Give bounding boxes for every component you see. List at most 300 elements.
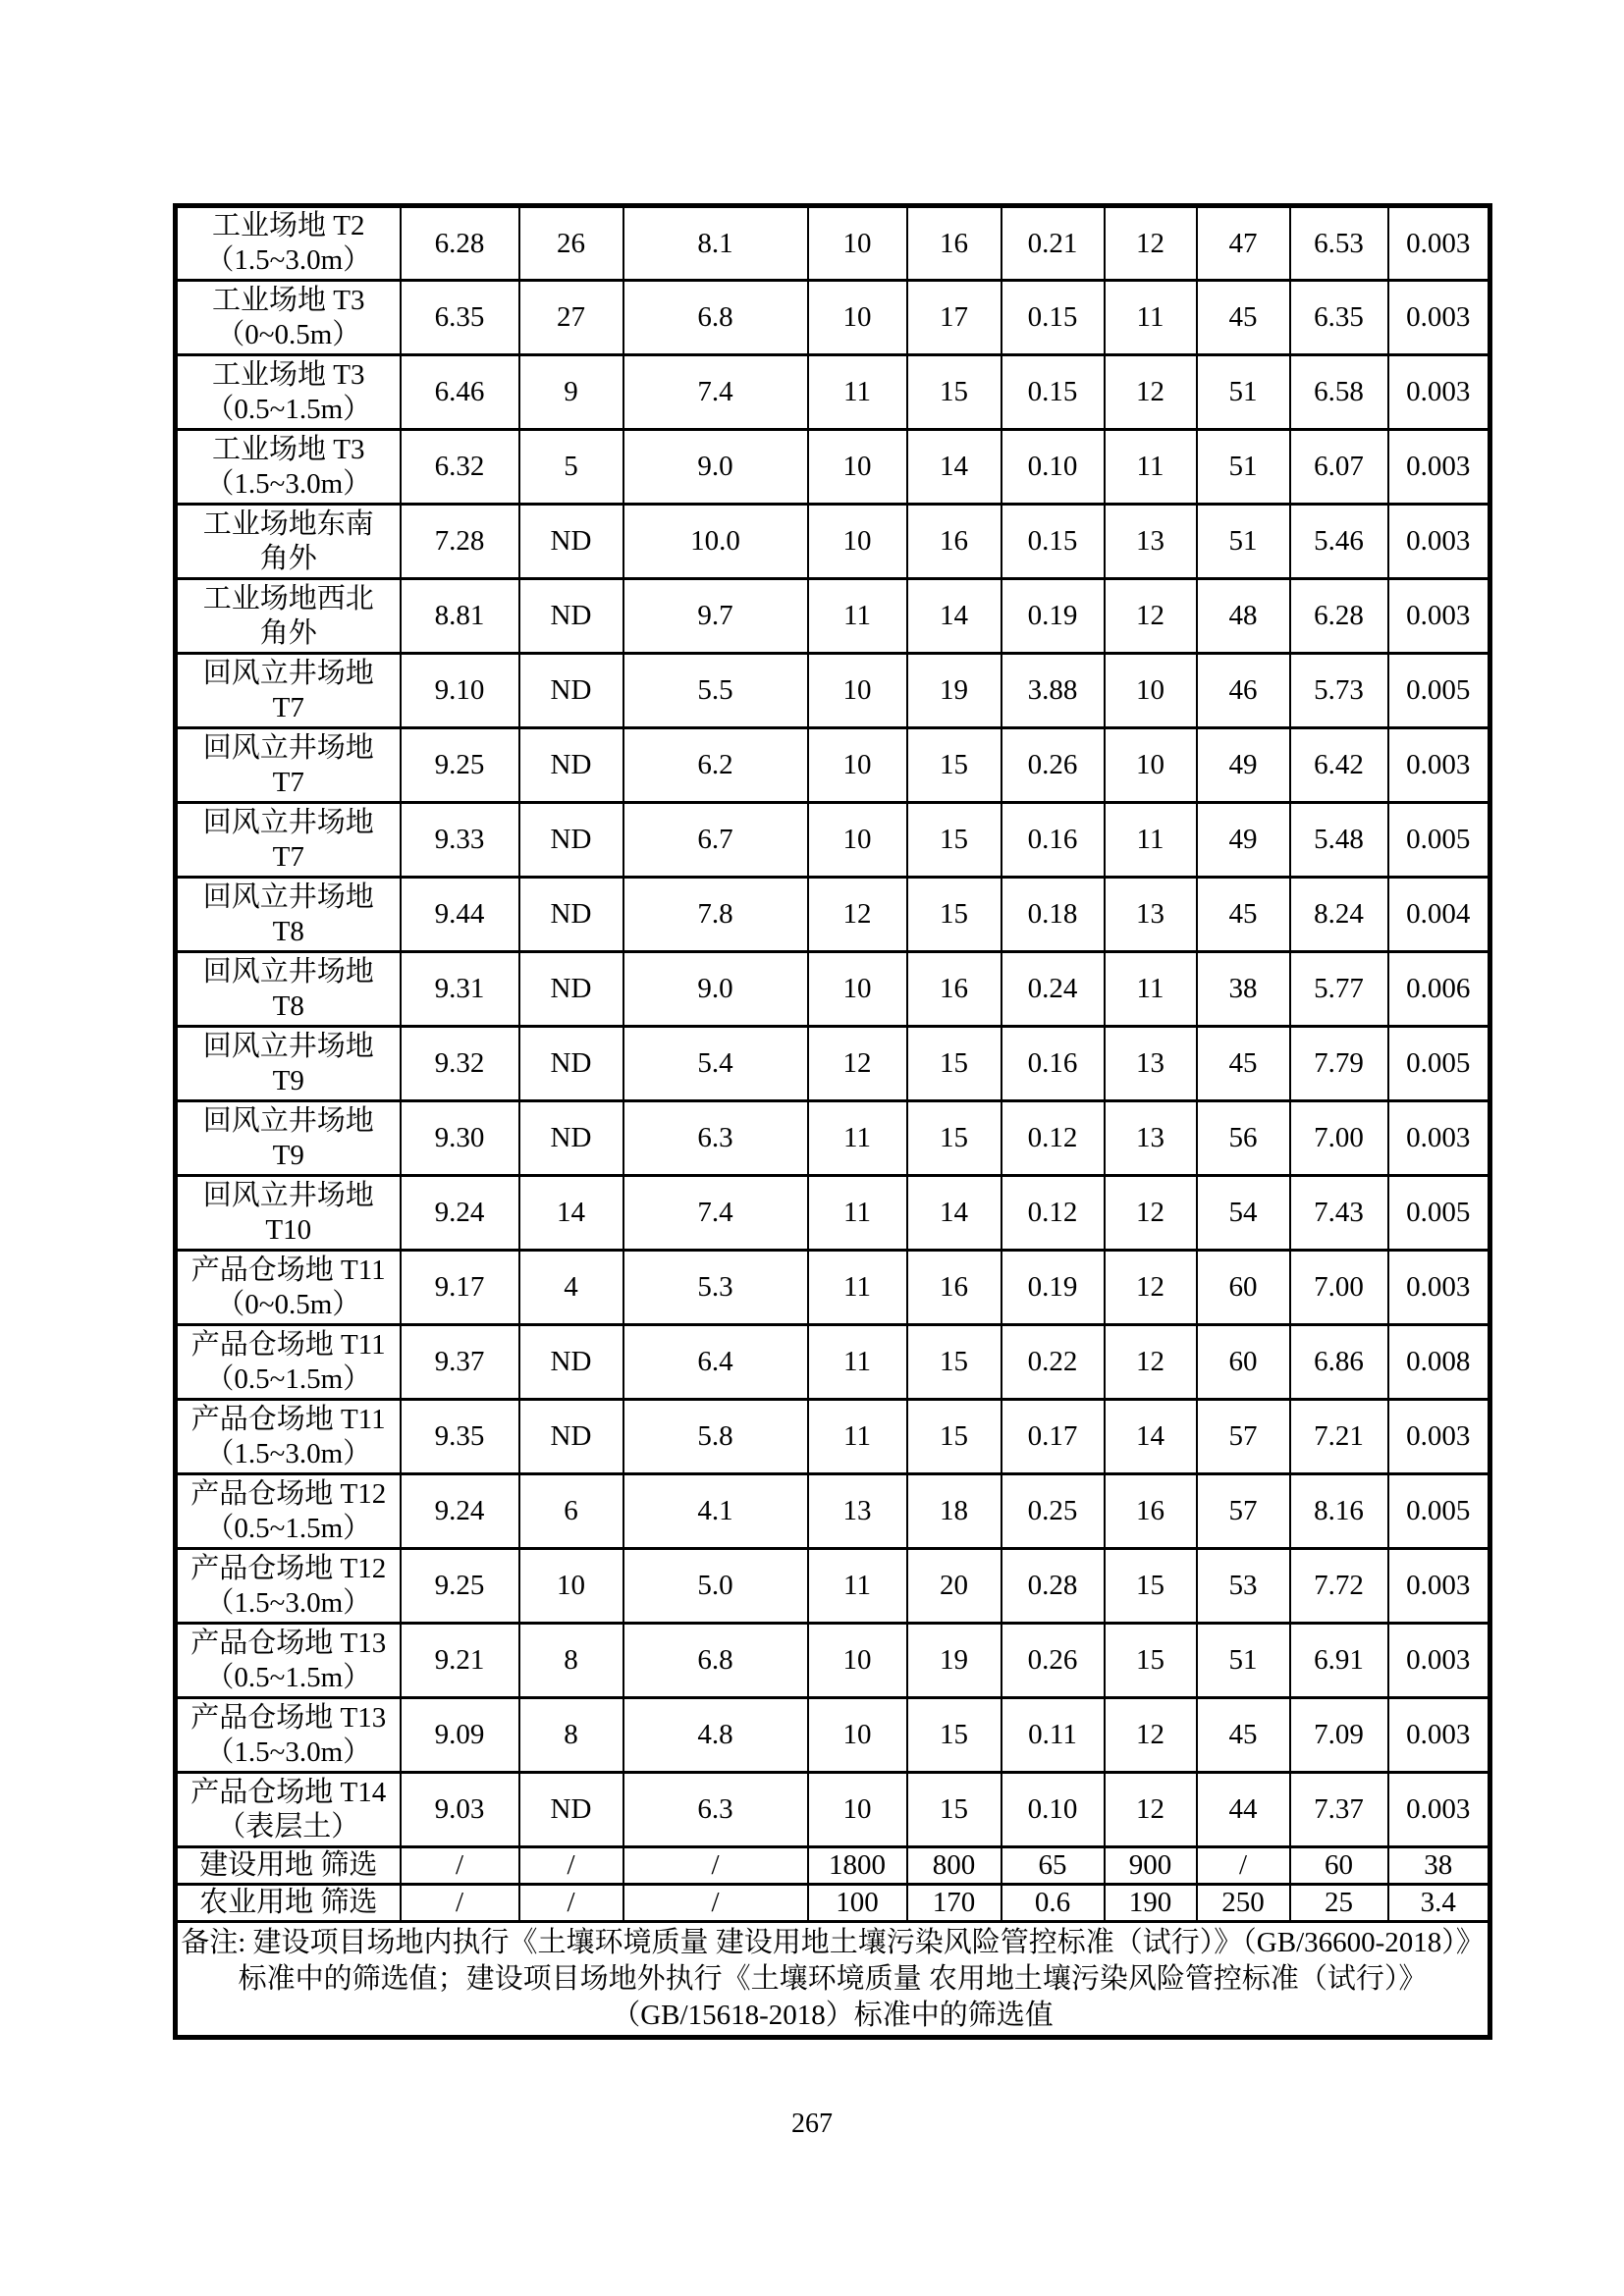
value-cell: 9.24 xyxy=(401,1474,519,1549)
value-cell: 0.26 xyxy=(1001,728,1105,803)
value-cell: ND xyxy=(519,1773,623,1847)
value-cell: 0.004 xyxy=(1388,878,1490,952)
value-cell: 9.25 xyxy=(401,728,519,803)
note-line: 备注: 建设项目场地内执行《土壤环境质量 建设用地土壤污染风险管控标准（试行）》（GB/36600-2018）》 xyxy=(181,1926,1485,1958)
value-cell: 27 xyxy=(519,281,623,355)
table-body xyxy=(176,206,1490,2038)
value-cell: 0.003 xyxy=(1388,1101,1490,1176)
value-cell: 9.21 xyxy=(401,1624,519,1698)
value-cell: 4 xyxy=(519,1251,623,1325)
value-cell: 13 xyxy=(1105,1027,1197,1101)
site-name-line1: 工业场地 T3 xyxy=(212,284,365,316)
value-cell: 0.003 xyxy=(1388,281,1490,355)
value-cell: 47 xyxy=(1197,206,1290,281)
site-name-cell xyxy=(176,505,401,579)
site-name-cell xyxy=(176,803,401,878)
site-name-cell xyxy=(176,281,401,355)
value-cell: 11 xyxy=(808,1400,907,1474)
site-name-line1: 回风立井场地 xyxy=(202,1104,374,1137)
value-cell: 0.16 xyxy=(1001,1027,1105,1101)
value-cell: 51 xyxy=(1197,430,1290,505)
table-row xyxy=(176,1400,1490,1474)
value-cell: 9 xyxy=(519,355,623,430)
table-row xyxy=(176,654,1490,728)
value-cell: ND xyxy=(519,654,623,728)
value-cell: 11 xyxy=(808,355,907,430)
value-cell: 6.86 xyxy=(1290,1325,1388,1400)
site-name-line2: （1.5~3.0m） xyxy=(205,467,372,500)
value-cell: 48 xyxy=(1197,579,1290,654)
value-cell: 57 xyxy=(1197,1474,1290,1549)
value-cell: 6.07 xyxy=(1290,430,1388,505)
value-cell: 9.31 xyxy=(401,952,519,1027)
page-number: 267 xyxy=(791,2109,833,2139)
value-cell: / xyxy=(1197,1847,1290,1885)
value-cell: 45 xyxy=(1197,281,1290,355)
site-name-cell xyxy=(176,654,401,728)
value-cell: ND xyxy=(519,803,623,878)
value-cell: 0.003 xyxy=(1388,1698,1490,1773)
value-cell: 7.4 xyxy=(623,1176,808,1251)
value-cell: 5.0 xyxy=(623,1549,808,1624)
value-cell: 6 xyxy=(519,1474,623,1549)
value-cell: 11 xyxy=(808,1549,907,1624)
table-row xyxy=(176,803,1490,878)
site-name-line1: 回风立井场地 xyxy=(202,955,374,988)
value-cell: 6.91 xyxy=(1290,1624,1388,1698)
value-cell: 0.12 xyxy=(1001,1101,1105,1176)
value-cell: 0.003 xyxy=(1388,430,1490,505)
value-cell: 6.2 xyxy=(623,728,808,803)
value-cell: 26 xyxy=(519,206,623,281)
value-cell: 16 xyxy=(907,206,1001,281)
table-row xyxy=(176,1325,1490,1400)
site-name-cell xyxy=(176,1325,401,1400)
value-cell: 11 xyxy=(808,1176,907,1251)
value-cell: 6.28 xyxy=(1290,579,1388,654)
site-name-line1: 产品仓场地 T13 xyxy=(190,1701,387,1734)
site-name-line1: 工业场地 T2 xyxy=(212,210,365,241)
value-cell: 11 xyxy=(1105,803,1197,878)
value-cell: 7.43 xyxy=(1290,1176,1388,1251)
value-cell: ND xyxy=(519,878,623,952)
value-cell: 0.17 xyxy=(1001,1400,1105,1474)
value-cell: 6.58 xyxy=(1290,355,1388,430)
value-cell: 44 xyxy=(1197,1773,1290,1847)
value-cell: 60 xyxy=(1197,1325,1290,1400)
site-name-line2: （0.5~1.5m） xyxy=(205,1512,372,1544)
site-name-line1: 回风立井场地 xyxy=(202,731,374,764)
value-cell: 0.28 xyxy=(1001,1549,1105,1624)
value-cell: 0.006 xyxy=(1388,952,1490,1027)
value-cell: 10 xyxy=(808,430,907,505)
site-name-cell xyxy=(176,728,401,803)
value-cell: 7.37 xyxy=(1290,1773,1388,1847)
value-cell: 3.88 xyxy=(1001,654,1105,728)
value-cell: 54 xyxy=(1197,1176,1290,1251)
value-cell: 5.48 xyxy=(1290,803,1388,878)
value-cell: 9.0 xyxy=(623,952,808,1027)
value-cell: 12 xyxy=(1105,355,1197,430)
value-cell: 11 xyxy=(1105,952,1197,1027)
value-cell: 0.003 xyxy=(1388,728,1490,803)
site-name-line1: 产品仓场地 T11 xyxy=(190,1254,386,1286)
value-cell: 0.003 xyxy=(1388,355,1490,430)
value-cell: 10 xyxy=(808,654,907,728)
value-cell: 4.8 xyxy=(623,1698,808,1773)
value-cell: 13 xyxy=(1105,878,1197,952)
site-name-line2: （1.5~3.0m） xyxy=(205,1586,372,1619)
value-cell: 10 xyxy=(808,728,907,803)
value-cell: 0.25 xyxy=(1001,1474,1105,1549)
value-cell: 11 xyxy=(808,1251,907,1325)
table-row xyxy=(176,1624,1490,1698)
value-cell: 6.8 xyxy=(623,1624,808,1698)
table-row xyxy=(176,430,1490,505)
value-cell: 11 xyxy=(1105,281,1197,355)
value-cell: 0.003 xyxy=(1388,1624,1490,1698)
value-cell: 0.005 xyxy=(1388,1027,1490,1101)
value-cell: 170 xyxy=(907,1885,1001,1922)
table-row xyxy=(176,1027,1490,1101)
value-cell: 0.005 xyxy=(1388,1474,1490,1549)
value-cell: 8.16 xyxy=(1290,1474,1388,1549)
soil-sample-table xyxy=(173,203,1492,2040)
value-cell: 9.25 xyxy=(401,1549,519,1624)
site-name-cell xyxy=(176,952,401,1027)
value-cell: ND xyxy=(519,1400,623,1474)
value-cell: 14 xyxy=(907,1176,1001,1251)
site-name-line1: 农业用地 筛选 xyxy=(199,1887,378,1918)
value-cell: 9.0 xyxy=(623,430,808,505)
value-cell: 9.03 xyxy=(401,1773,519,1847)
value-cell: 51 xyxy=(1197,505,1290,579)
value-cell: 16 xyxy=(907,505,1001,579)
value-cell: 10 xyxy=(519,1549,623,1624)
value-cell: 11 xyxy=(1105,430,1197,505)
site-name-cell xyxy=(176,1847,401,1885)
site-name-cell xyxy=(176,1400,401,1474)
value-cell: 19 xyxy=(907,1624,1001,1698)
note-line: 标准中的筛选值；建设项目场地外执行《土壤环境质量 农用地土壤污染风险管控标准（试行）》 xyxy=(238,1962,1428,1995)
value-cell: 14 xyxy=(1105,1400,1197,1474)
value-cell: 49 xyxy=(1197,728,1290,803)
value-cell: 0.24 xyxy=(1001,952,1105,1027)
site-name-line1: 回风立井场地 xyxy=(202,1030,374,1062)
value-cell: 15 xyxy=(907,355,1001,430)
site-name-line1: 工业场地 T3 xyxy=(212,433,365,465)
value-cell: 0.10 xyxy=(1001,1773,1105,1847)
value-cell: 0.6 xyxy=(1001,1885,1105,1922)
note-line: （GB/15618-2018）标准中的筛选值 xyxy=(612,1999,1054,2031)
value-cell: 0.19 xyxy=(1001,1251,1105,1325)
value-cell: 4.1 xyxy=(623,1474,808,1549)
value-cell: ND xyxy=(519,728,623,803)
site-name-line2: （0~0.5m） xyxy=(216,318,361,350)
value-cell: 6.35 xyxy=(1290,281,1388,355)
value-cell: 0.003 xyxy=(1388,505,1490,579)
site-name-line2: （0.5~1.5m） xyxy=(205,393,372,425)
table-row xyxy=(176,878,1490,952)
value-cell: 800 xyxy=(907,1847,1001,1885)
value-cell: 15 xyxy=(907,1101,1001,1176)
value-cell: / xyxy=(623,1885,808,1922)
value-cell: / xyxy=(519,1847,623,1885)
value-cell: 5 xyxy=(519,430,623,505)
value-cell: 0.003 xyxy=(1388,1549,1490,1624)
value-cell: ND xyxy=(519,505,623,579)
value-cell: 6.7 xyxy=(623,803,808,878)
value-cell: ND xyxy=(519,1101,623,1176)
value-cell: 9.37 xyxy=(401,1325,519,1400)
site-name-line1: 回风立井场地 xyxy=(202,657,374,689)
site-name-line1: 工业场地西北 xyxy=(202,582,374,614)
value-cell: 16 xyxy=(1105,1474,1197,1549)
site-name-cell xyxy=(176,1027,401,1101)
value-cell: 6.46 xyxy=(401,355,519,430)
site-name-cell xyxy=(176,1885,401,1922)
site-name-cell xyxy=(176,1549,401,1624)
value-cell: 12 xyxy=(1105,579,1197,654)
value-cell: ND xyxy=(519,579,623,654)
site-name-line2: T9 xyxy=(272,1139,304,1171)
value-cell: 12 xyxy=(1105,1251,1197,1325)
value-cell: 0.005 xyxy=(1388,654,1490,728)
value-cell: 12 xyxy=(1105,1325,1197,1400)
site-name-line2: （表层土） xyxy=(217,1810,360,1842)
site-name-cell xyxy=(176,878,401,952)
value-cell: 20 xyxy=(907,1549,1001,1624)
value-cell: 0.12 xyxy=(1001,1176,1105,1251)
site-name-line2: （0.5~1.5m） xyxy=(205,1661,372,1693)
site-name-line2: 角外 xyxy=(259,542,317,574)
value-cell: 15 xyxy=(907,1773,1001,1847)
table-row xyxy=(176,728,1490,803)
value-cell: 5.4 xyxy=(623,1027,808,1101)
value-cell: 9.10 xyxy=(401,654,519,728)
value-cell: 15 xyxy=(907,1325,1001,1400)
value-cell: 8 xyxy=(519,1698,623,1773)
site-name-cell xyxy=(176,579,401,654)
value-cell: 5.73 xyxy=(1290,654,1388,728)
site-name-line2: T8 xyxy=(272,989,304,1022)
value-cell: 53 xyxy=(1197,1549,1290,1624)
value-cell: / xyxy=(401,1847,519,1885)
table-row xyxy=(176,505,1490,579)
value-cell: 17 xyxy=(907,281,1001,355)
value-cell: 5.3 xyxy=(623,1251,808,1325)
value-cell: 16 xyxy=(907,952,1001,1027)
value-cell: 6.28 xyxy=(401,206,519,281)
site-name-line1: 产品仓场地 T12 xyxy=(190,1477,387,1510)
value-cell: 13 xyxy=(1105,1101,1197,1176)
value-cell: 12 xyxy=(808,1027,907,1101)
table-row xyxy=(176,281,1490,355)
value-cell: 6.35 xyxy=(401,281,519,355)
value-cell: 0.15 xyxy=(1001,281,1105,355)
value-cell: 14 xyxy=(907,579,1001,654)
value-cell: 10.0 xyxy=(623,505,808,579)
value-cell: 38 xyxy=(1197,952,1290,1027)
value-cell: 0.008 xyxy=(1388,1325,1490,1400)
site-name-line2: 角外 xyxy=(259,616,317,649)
site-name-line1: 回风立井场地 xyxy=(202,806,374,838)
site-name-line2: T7 xyxy=(272,766,304,798)
value-cell: 56 xyxy=(1197,1101,1290,1176)
value-cell: 0.003 xyxy=(1388,579,1490,654)
site-name-line1: 产品仓场地 T13 xyxy=(190,1627,387,1659)
value-cell: ND xyxy=(519,1027,623,1101)
value-cell: 45 xyxy=(1197,878,1290,952)
value-cell: ND xyxy=(519,952,623,1027)
site-name-line2: T7 xyxy=(272,840,304,873)
value-cell: 25 xyxy=(1290,1885,1388,1922)
value-cell: 15 xyxy=(907,1400,1001,1474)
value-cell: 11 xyxy=(808,579,907,654)
value-cell: 60 xyxy=(1197,1251,1290,1325)
value-cell: 6.32 xyxy=(401,430,519,505)
table-row xyxy=(176,1176,1490,1251)
value-cell: 15 xyxy=(1105,1624,1197,1698)
site-name-line1: 回风立井场地 xyxy=(202,881,374,913)
value-cell: 8.1 xyxy=(623,206,808,281)
value-cell: 7.8 xyxy=(623,878,808,952)
site-name-line2: T9 xyxy=(272,1064,304,1096)
value-cell: 0.18 xyxy=(1001,878,1105,952)
site-name-line2: （1.5~3.0m） xyxy=(205,1437,372,1469)
value-cell: 51 xyxy=(1197,355,1290,430)
note-row xyxy=(176,1922,1490,2038)
value-cell: 900 xyxy=(1105,1847,1197,1885)
value-cell: 10 xyxy=(808,1624,907,1698)
value-cell: 10 xyxy=(808,505,907,579)
value-cell: 0.005 xyxy=(1388,1176,1490,1251)
value-cell: 8.81 xyxy=(401,579,519,654)
value-cell: 14 xyxy=(519,1176,623,1251)
value-cell: 5.8 xyxy=(623,1400,808,1474)
value-cell: 0.15 xyxy=(1001,505,1105,579)
value-cell: 9.35 xyxy=(401,1400,519,1474)
site-name-cell xyxy=(176,1251,401,1325)
value-cell: 7.00 xyxy=(1290,1101,1388,1176)
value-cell: 12 xyxy=(1105,206,1197,281)
table-row xyxy=(176,952,1490,1027)
value-cell: 45 xyxy=(1197,1027,1290,1101)
value-cell: 10 xyxy=(1105,728,1197,803)
value-cell: 46 xyxy=(1197,654,1290,728)
value-cell: 250 xyxy=(1197,1885,1290,1922)
site-name-line2: T10 xyxy=(265,1213,312,1246)
value-cell: 0.003 xyxy=(1388,1773,1490,1847)
table-row xyxy=(176,206,1490,281)
value-cell: 0.16 xyxy=(1001,803,1105,878)
value-cell: 0.22 xyxy=(1001,1325,1105,1400)
value-cell: 10 xyxy=(808,952,907,1027)
site-name-line2: （0.5~1.5m） xyxy=(205,1362,372,1395)
value-cell: 45 xyxy=(1197,1698,1290,1773)
site-name-line1: 产品仓场地 T14 xyxy=(190,1776,387,1808)
value-cell: 6.8 xyxy=(623,281,808,355)
value-cell: 13 xyxy=(1105,505,1197,579)
site-name-line2: （0~0.5m） xyxy=(216,1288,361,1320)
value-cell: 15 xyxy=(907,728,1001,803)
value-cell: 10 xyxy=(808,1773,907,1847)
value-cell: 0.19 xyxy=(1001,579,1105,654)
value-cell: 6.3 xyxy=(623,1101,808,1176)
value-cell: 60 xyxy=(1290,1847,1388,1885)
table-row xyxy=(176,1251,1490,1325)
value-cell: 12 xyxy=(1105,1773,1197,1847)
value-cell: 9.33 xyxy=(401,803,519,878)
value-cell: 5.5 xyxy=(623,654,808,728)
site-name-cell xyxy=(176,1101,401,1176)
value-cell: 15 xyxy=(907,803,1001,878)
value-cell: 13 xyxy=(808,1474,907,1549)
site-name-line1: 产品仓场地 T12 xyxy=(190,1552,387,1584)
value-cell: 10 xyxy=(808,1698,907,1773)
value-cell: 7.09 xyxy=(1290,1698,1388,1773)
value-cell: ND xyxy=(519,1325,623,1400)
value-cell: 100 xyxy=(808,1885,907,1922)
value-cell: 10 xyxy=(808,803,907,878)
site-name-cell xyxy=(176,430,401,505)
value-cell: 9.44 xyxy=(401,878,519,952)
site-name-cell xyxy=(176,355,401,430)
value-cell: 1800 xyxy=(808,1847,907,1885)
value-cell: 15 xyxy=(907,1698,1001,1773)
site-name-cell xyxy=(176,206,401,281)
value-cell: 11 xyxy=(808,1325,907,1400)
site-name-cell xyxy=(176,1474,401,1549)
value-cell: 9.17 xyxy=(401,1251,519,1325)
value-cell: 6.53 xyxy=(1290,206,1388,281)
value-cell: 18 xyxy=(907,1474,1001,1549)
value-cell: 9.7 xyxy=(623,579,808,654)
value-cell: 57 xyxy=(1197,1400,1290,1474)
site-name-line1: 建设用地 筛选 xyxy=(199,1849,378,1881)
site-name-cell xyxy=(176,1624,401,1698)
value-cell: 5.46 xyxy=(1290,505,1388,579)
table-row xyxy=(176,579,1490,654)
value-cell: 11 xyxy=(808,1101,907,1176)
value-cell: 12 xyxy=(1105,1176,1197,1251)
table-row xyxy=(176,1549,1490,1624)
value-cell: / xyxy=(623,1847,808,1885)
table-row xyxy=(176,355,1490,430)
site-name-line1: 工业场地东南 xyxy=(202,507,374,540)
site-name-line2: T8 xyxy=(272,915,304,947)
value-cell: 7.72 xyxy=(1290,1549,1388,1624)
value-cell: / xyxy=(519,1885,623,1922)
value-cell: 16 xyxy=(907,1251,1001,1325)
value-cell: 7.00 xyxy=(1290,1251,1388,1325)
value-cell: 10 xyxy=(808,281,907,355)
value-cell: 0.26 xyxy=(1001,1624,1105,1698)
value-cell: 0.21 xyxy=(1001,206,1105,281)
value-cell: 7.28 xyxy=(401,505,519,579)
site-name-line1: 回风立井场地 xyxy=(202,1179,374,1211)
value-cell: 65 xyxy=(1001,1847,1105,1885)
value-cell: 0.10 xyxy=(1001,430,1105,505)
value-cell: 3.4 xyxy=(1388,1885,1490,1922)
site-name-cell xyxy=(176,1698,401,1773)
value-cell: 6.42 xyxy=(1290,728,1388,803)
value-cell: 190 xyxy=(1105,1885,1197,1922)
table-row xyxy=(176,1474,1490,1549)
site-name-line1: 产品仓场地 T11 xyxy=(190,1328,386,1361)
value-cell: / xyxy=(401,1885,519,1922)
site-name-line1: 产品仓场地 T11 xyxy=(190,1403,386,1435)
